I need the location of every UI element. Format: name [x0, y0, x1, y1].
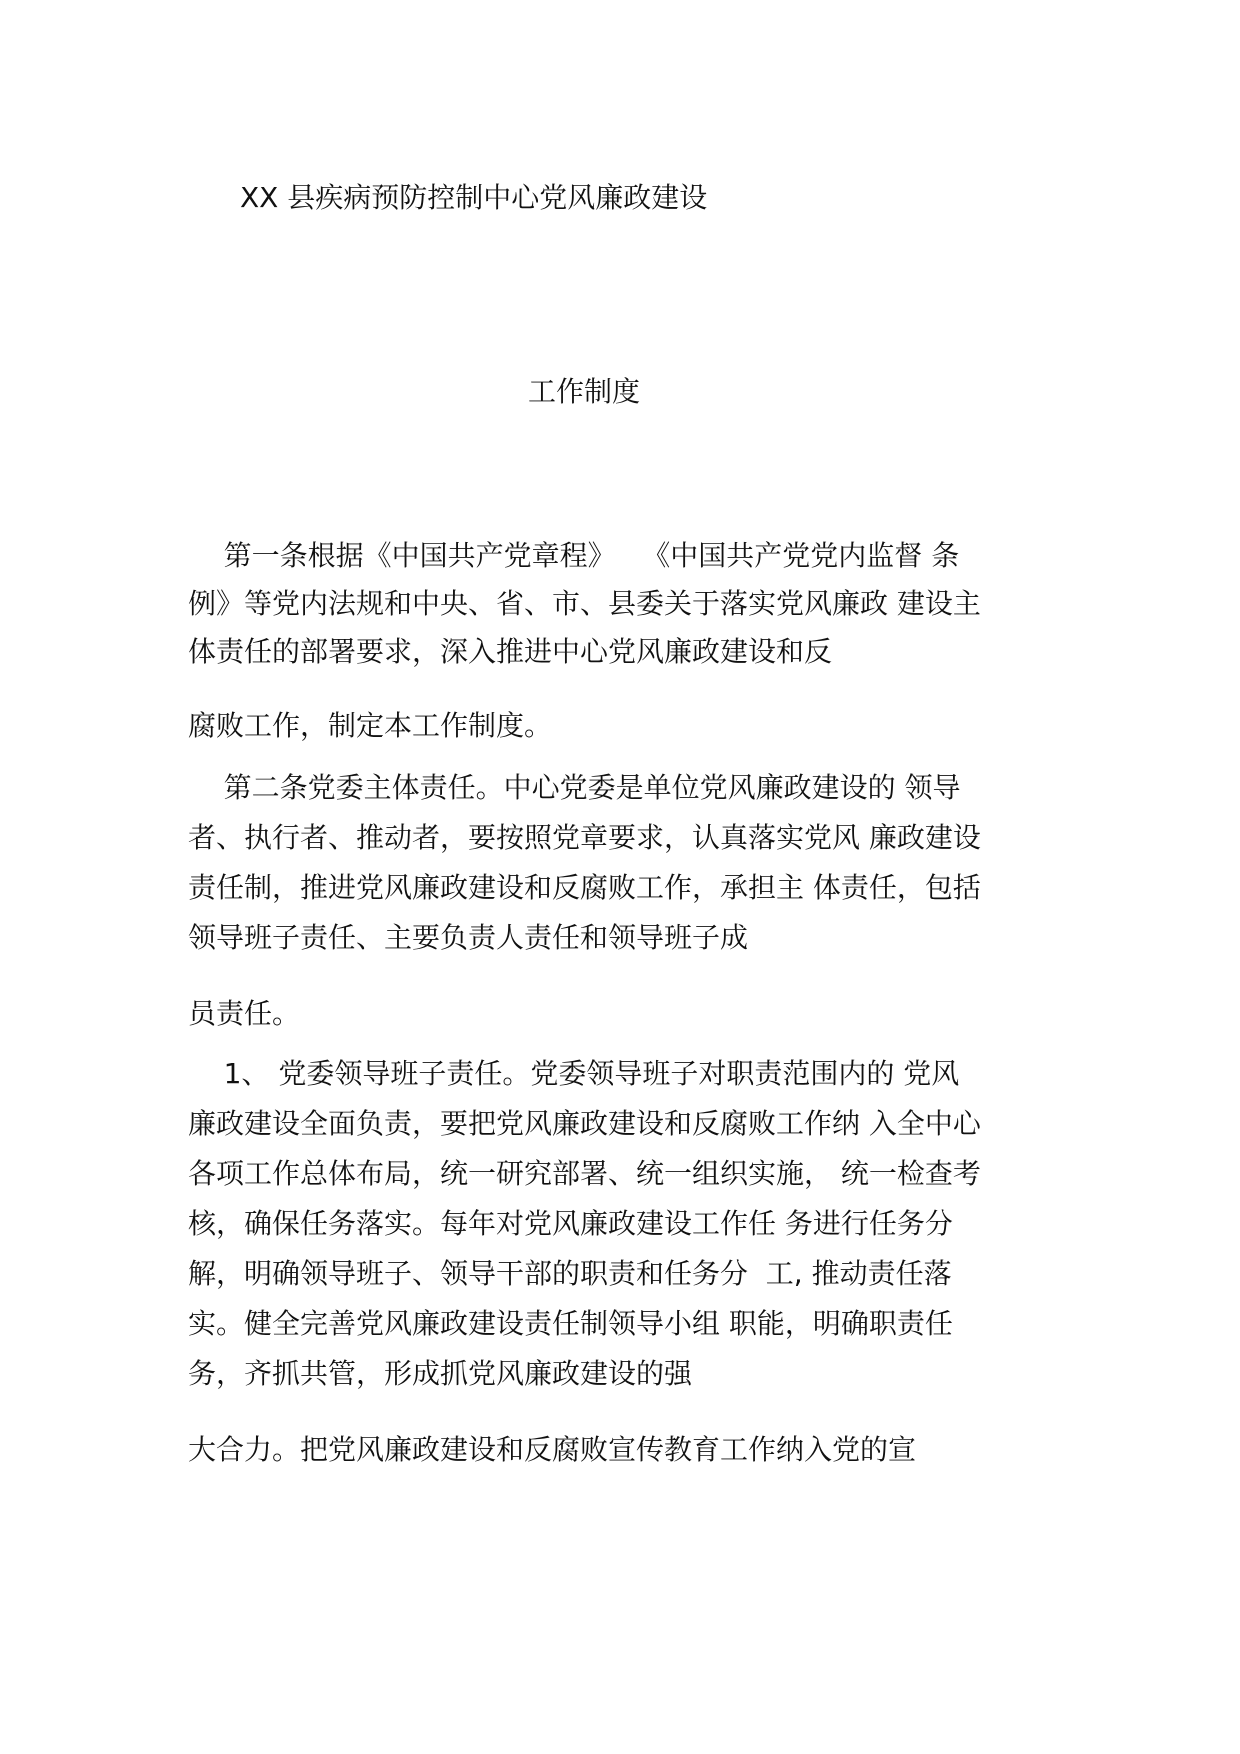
body-line: 大合力。把党风廉政建设和反腐败宣传教育工作纳入党的宣 [188, 1433, 917, 1466]
body-line: 领导班子责任、主要负责人责任和领导班子成 [188, 921, 749, 954]
body-line: 体责任的部署要求，深入推进中心党风廉政建设和反 [188, 635, 833, 668]
body-line: 腐败工作，制定本工作制度。 [188, 709, 553, 742]
body-line: 解，明确领导班子、领导干部的职责和任务分 工, 推动责任落 [188, 1257, 952, 1290]
body-line: 责任制，推进党风廉政建设和反腐败工作，承担主 体责任，包括 [188, 871, 981, 904]
body-line: 务，齐抓共管，形成抓党风廉政建设的强 [188, 1357, 693, 1390]
body-line: 1、 党委领导班子责任。党委领导班子对职责范围内的 党风 [188, 1057, 960, 1090]
body-line: 者、执行者、推动者，要按照党章要求，认真落实党风 廉政建设 [188, 821, 981, 854]
body-line: 例》等党内法规和中央、省、市、县委关于落实党风廉政 建设主 [188, 587, 981, 620]
body-line: 第二条党委主体责任。中心党委是单位党风廉政建设的 领导 [188, 771, 961, 804]
body-line: 实。健全完善党风廉政建设责任制领导小组 职能，明确职责任 [188, 1307, 953, 1340]
body-line: 第一条根据《中国共产党章程》 《中国共产党党内监督 条 [188, 539, 960, 572]
body-line: 各项工作总体布局，统一研究部署、统一组织实施， 统一检查考 [188, 1157, 981, 1190]
body-line: 员责任。 [188, 997, 301, 1030]
body-line: 廉政建设全面负责，要把党风廉政建设和反腐败工作纳 入全中心 [188, 1107, 981, 1140]
body-line: 核，确保任务落实。每年对党风廉政建设工作任 务进行任务分 [188, 1207, 953, 1240]
document-title: XX 县疾病预防控制中心党风廉政建设 [240, 181, 708, 214]
document-subtitle: 工作制度 [528, 375, 641, 408]
